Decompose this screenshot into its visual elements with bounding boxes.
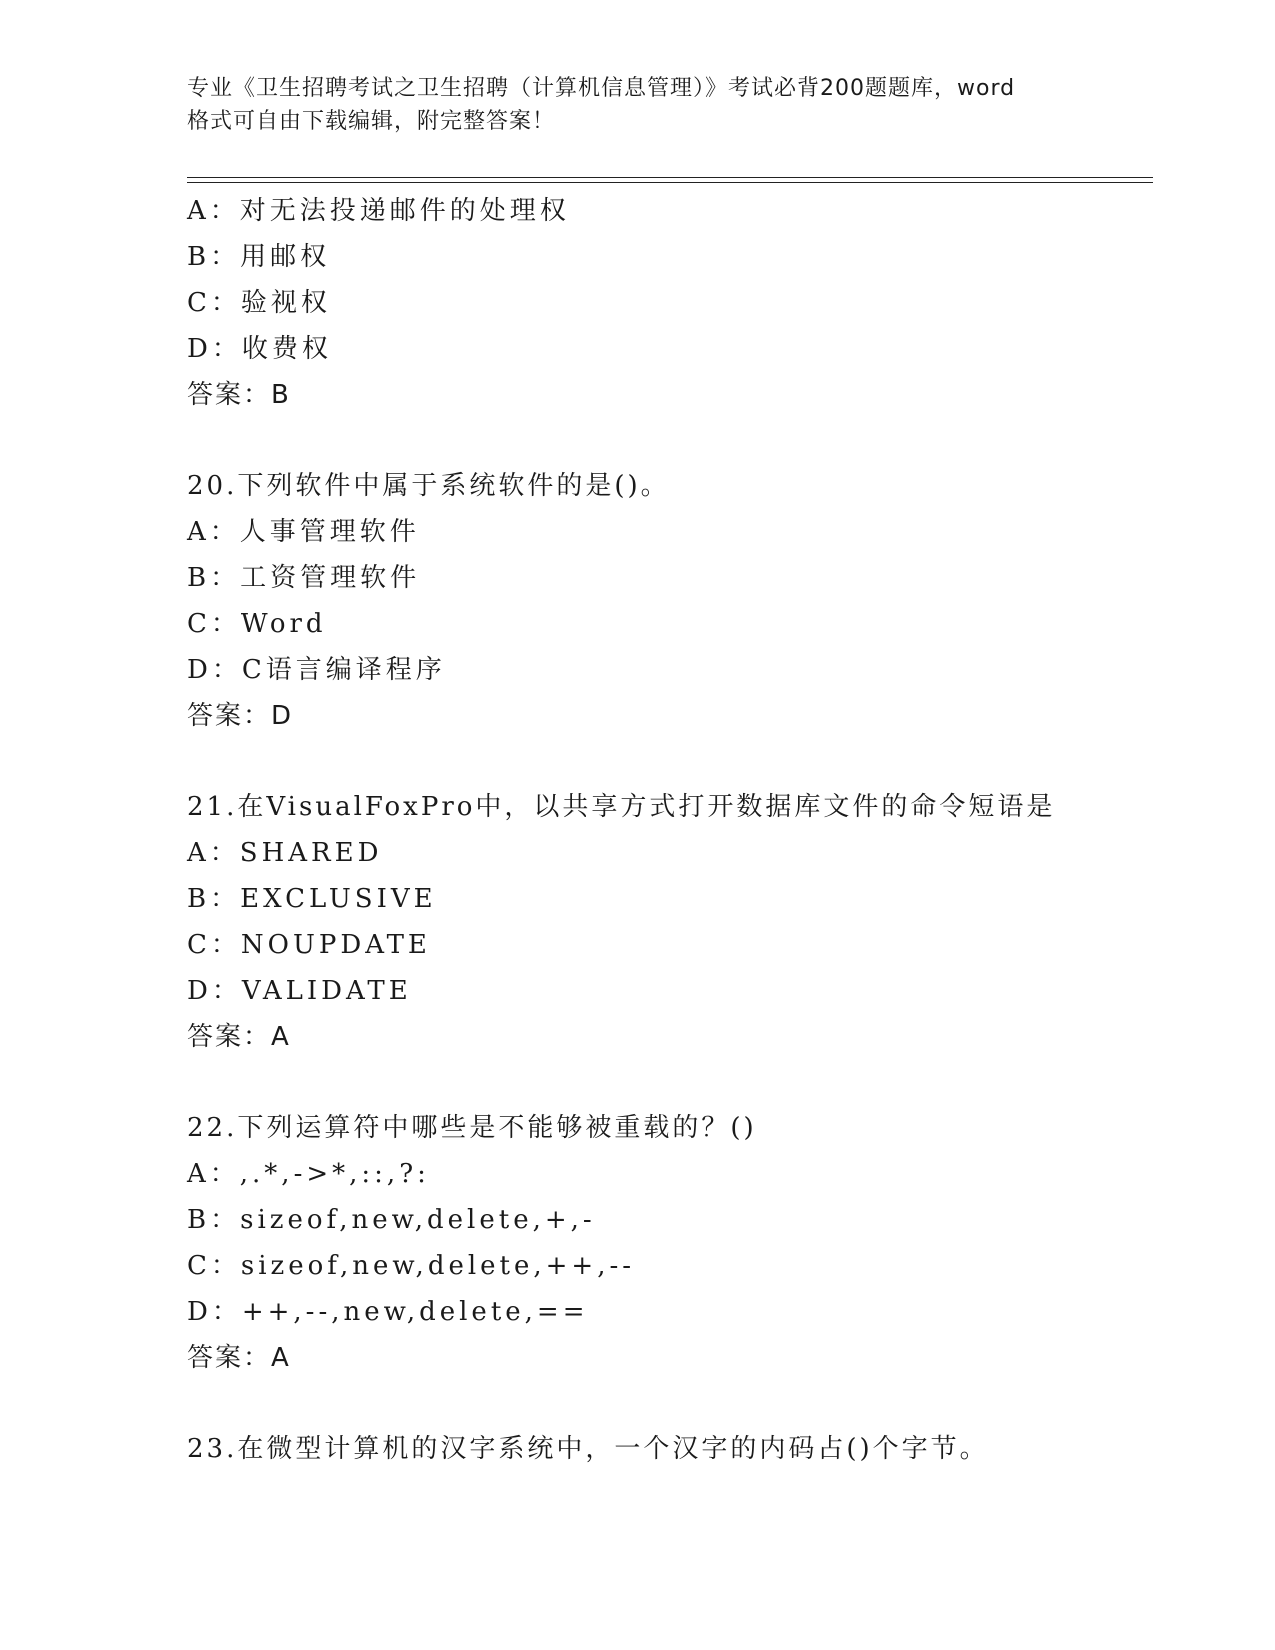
- question-text: 21.在VisualFoxPro中，以共享方式打开数据库文件的命令短语是: [187, 792, 1056, 822]
- option-a: A：SHARED: [187, 838, 383, 868]
- option-b: B：EXCLUSIVE: [187, 884, 437, 914]
- header-line-2: 格式可自由下载编辑，附完整答案！: [187, 109, 556, 134]
- header-line-1: 专业《卫生招聘考试之卫生招聘（计算机信息管理）》考试必背200题题库，word: [187, 76, 1016, 101]
- question-text: 23.在微型计算机的汉字系统中，一个汉字的内码占()个字节。: [187, 1434, 989, 1464]
- question-text: 22.下列运算符中哪些是不能够被重载的？(): [187, 1113, 757, 1143]
- answer: 答案：A: [187, 1022, 291, 1052]
- option-c: C：Word: [187, 609, 327, 639]
- spacer: [187, 418, 1167, 463]
- header-divider-bottom: [187, 182, 1153, 183]
- spacer: [187, 739, 1167, 784]
- answer: 答案：D: [187, 701, 294, 731]
- option-d: D：C语言编译程序: [187, 655, 446, 685]
- option-c: C：验视权: [187, 288, 331, 318]
- question-20: [187, 463, 1167, 739]
- option-c: C：sizeof,new,delete,++,--: [187, 1251, 636, 1281]
- question-22: [187, 1105, 1167, 1381]
- option-a: A：对无法投递邮件的处理权: [187, 196, 570, 226]
- spacer: [187, 1060, 1167, 1105]
- question-19: [187, 188, 1167, 418]
- option-a: A：,.*,->*,::,?:: [187, 1159, 430, 1189]
- option-d: D：VALIDATE: [187, 976, 412, 1006]
- question-23: [187, 1426, 1167, 1472]
- question-list: [187, 188, 1167, 1472]
- answer: 答案：A: [187, 1343, 291, 1373]
- header-divider-top: [187, 177, 1153, 178]
- document-header: [187, 72, 1087, 138]
- option-d: D：++,--,new,delete,==: [187, 1297, 589, 1327]
- option-c: C：NOUPDATE: [187, 930, 431, 960]
- option-a: A：人事管理软件: [187, 517, 420, 547]
- option-b: B：用邮权: [187, 242, 331, 272]
- option-b: B：工资管理软件: [187, 563, 421, 593]
- spacer: [187, 1381, 1167, 1426]
- question-21: [187, 784, 1167, 1060]
- answer: 答案：B: [187, 380, 291, 410]
- question-text: 20.下列软件中属于系统软件的是()。: [187, 471, 670, 501]
- option-d: D：收费权: [187, 334, 332, 364]
- option-b: B：sizeof,new,delete,+,-: [187, 1205, 596, 1235]
